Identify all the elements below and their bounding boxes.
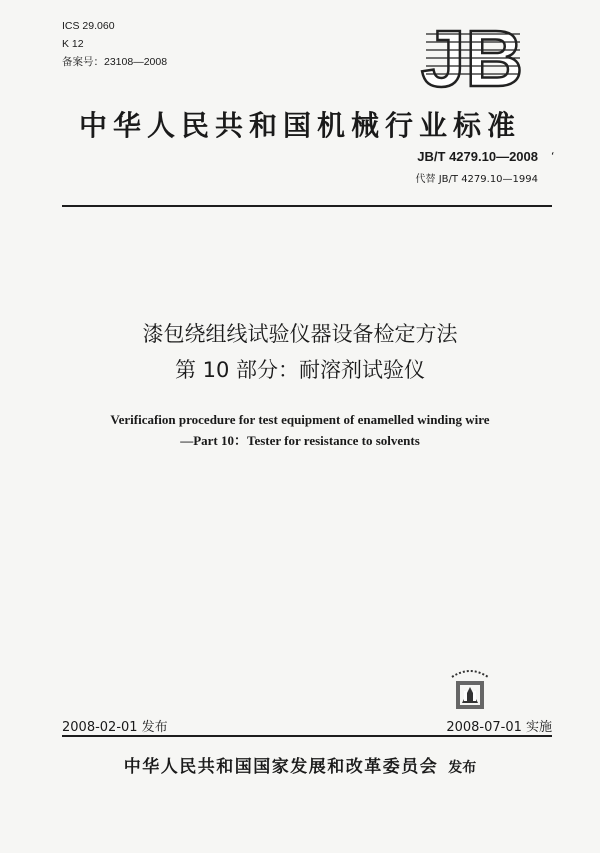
classification-code: K 12: [62, 38, 84, 50]
chinese-title-line2: 第 10 部分：耐溶剂试验仪: [174, 358, 426, 382]
implementation-date: 2008-07-01 实施: [446, 720, 552, 735]
chinese-title-line1: 漆包绕组线试验仪器设备检定方法: [142, 322, 458, 346]
scan-mark: ‘: [551, 150, 555, 163]
jb-logo: [420, 20, 524, 94]
english-title-line1: Verificafion procedure for test equipment of enamelled winding wire: [110, 412, 490, 427]
standard-number: JB/T 4279.10—2008: [417, 149, 538, 164]
english-title-line2: —Part 10：Tester for resistance to solvents: [180, 433, 420, 448]
publish-word: 发布: [448, 760, 477, 776]
registration-number: 备案号：23108—2008: [62, 56, 168, 68]
ics-code: ICS 29.060: [62, 20, 115, 32]
header-rule: [62, 205, 552, 207]
publisher-line: [0, 752, 600, 777]
issuing-category-title: 中华人民共和国机械行业标准: [78, 109, 521, 142]
footer-rule: [62, 735, 552, 737]
publisher-name: 中华人民共和国国家发展和改革委员会: [123, 757, 439, 777]
svg-text:JB: JB: [420, 20, 524, 94]
replaces-standard: 代替 JB/T 4279.10—1994: [415, 174, 538, 185]
publisher-emblem-icon: [444, 663, 496, 715]
issue-date: 2008-02-01 发布: [62, 720, 168, 735]
